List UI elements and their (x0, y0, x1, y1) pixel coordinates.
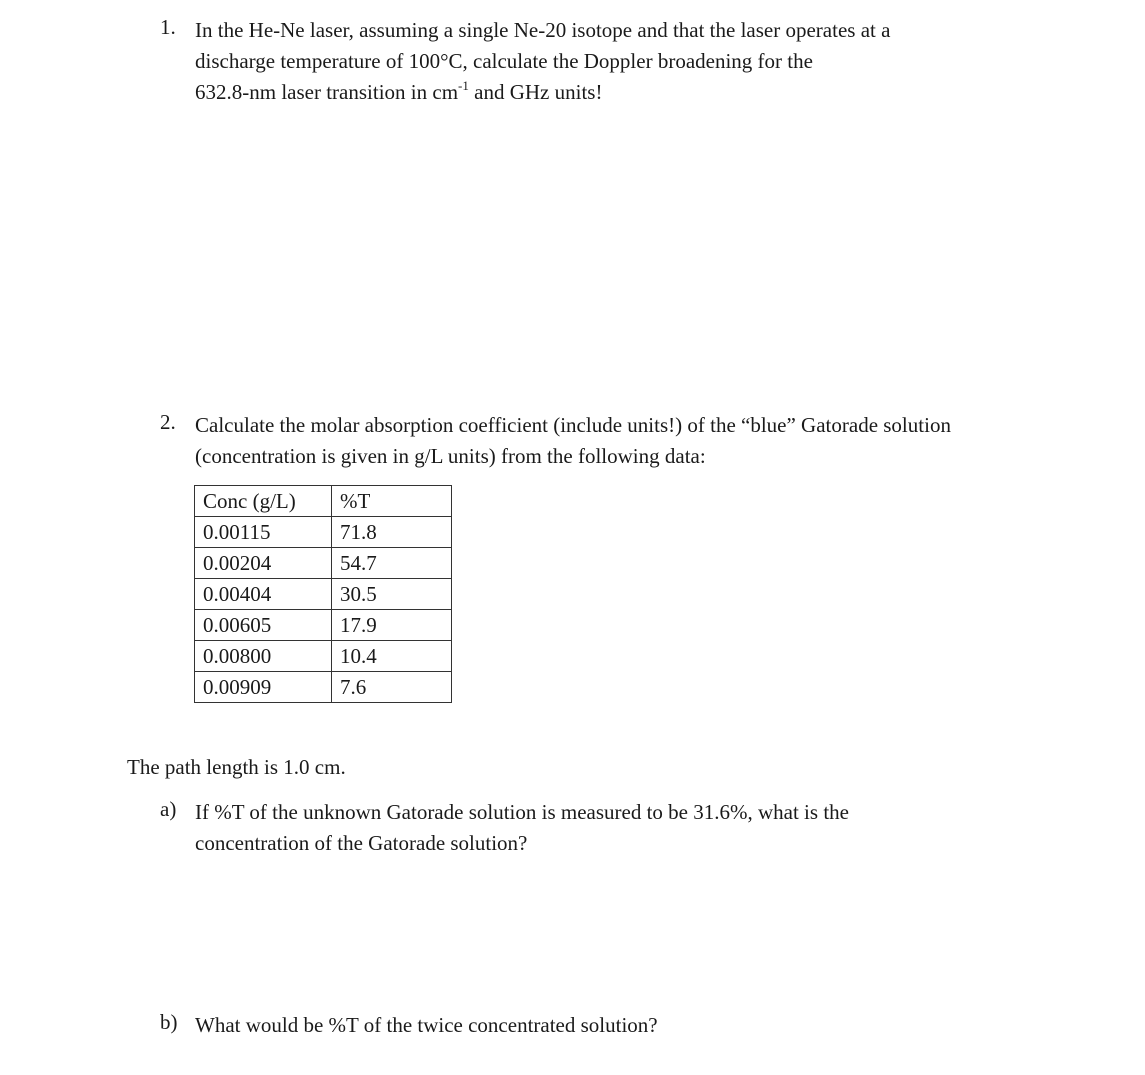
table-cell-percent-t: 71.8 (332, 517, 452, 548)
table-cell-conc: 0.00115 (195, 517, 332, 548)
question-2-line-2: (concentration is given in g/L units) from the following data: (195, 444, 706, 468)
question-2-number: 2. (160, 410, 176, 434)
table-cell-percent-t: 17.9 (332, 610, 452, 641)
table-row (195, 672, 452, 703)
path-length-text: The path length is 1.0 cm. (127, 755, 346, 779)
question-1-number: 1. (160, 15, 176, 39)
table-header-percent-t: %T (332, 486, 452, 517)
table-row (195, 517, 452, 548)
table-cell-conc: 0.00204 (195, 548, 332, 579)
question-2-line-1: Calculate the molar absorption coefficient (include units!) of the “blue” Gatorade solution (195, 413, 951, 437)
question-1-line-3-superscript: -1 (458, 78, 469, 93)
table-row (195, 610, 452, 641)
data-table (194, 485, 452, 703)
table-row (195, 548, 452, 579)
table-header-row (195, 486, 452, 517)
table-cell-conc: 0.00605 (195, 610, 332, 641)
question-1-line-1: In the He-Ne laser, assuming a single Ne-20 isotope and that the laser operates at a (195, 18, 891, 42)
question-1-line-3-post: and GHz units! (468, 80, 603, 104)
sub-question-b-line-1: What would be %T of the twice concentrated solution? (195, 1013, 658, 1037)
question-2-text (195, 410, 951, 472)
table-cell-percent-t: 30.5 (332, 579, 452, 610)
sub-question-b-label: b) (160, 1010, 178, 1034)
table-cell-percent-t: 7.6 (332, 672, 452, 703)
table-row (195, 579, 452, 610)
sub-question-a-text (195, 797, 849, 859)
sub-question-a-line-1: If %T of the unknown Gatorade solution is measured to be 31.6%, what is the (195, 800, 849, 824)
table-cell-percent-t: 54.7 (332, 548, 452, 579)
question-1-line-2: discharge temperature of 100°C, calculate the Doppler broadening for the (195, 49, 813, 73)
sub-question-b-text (195, 1010, 658, 1041)
table-cell-conc: 0.00909 (195, 672, 332, 703)
table-header-conc: Conc (g/L) (195, 486, 332, 517)
table-cell-conc: 0.00404 (195, 579, 332, 610)
question-1-line-3 (195, 77, 890, 108)
question-1-line-3-pre: 632.8-nm laser transition in cm (195, 80, 459, 104)
sub-question-a-label: a) (160, 797, 177, 821)
table-row (195, 641, 452, 672)
table-cell-percent-t: 10.4 (332, 641, 452, 672)
table-cell-conc: 0.00800 (195, 641, 332, 672)
question-1-text (195, 15, 890, 108)
sub-question-a-line-2: concentration of the Gatorade solution? (195, 831, 528, 855)
